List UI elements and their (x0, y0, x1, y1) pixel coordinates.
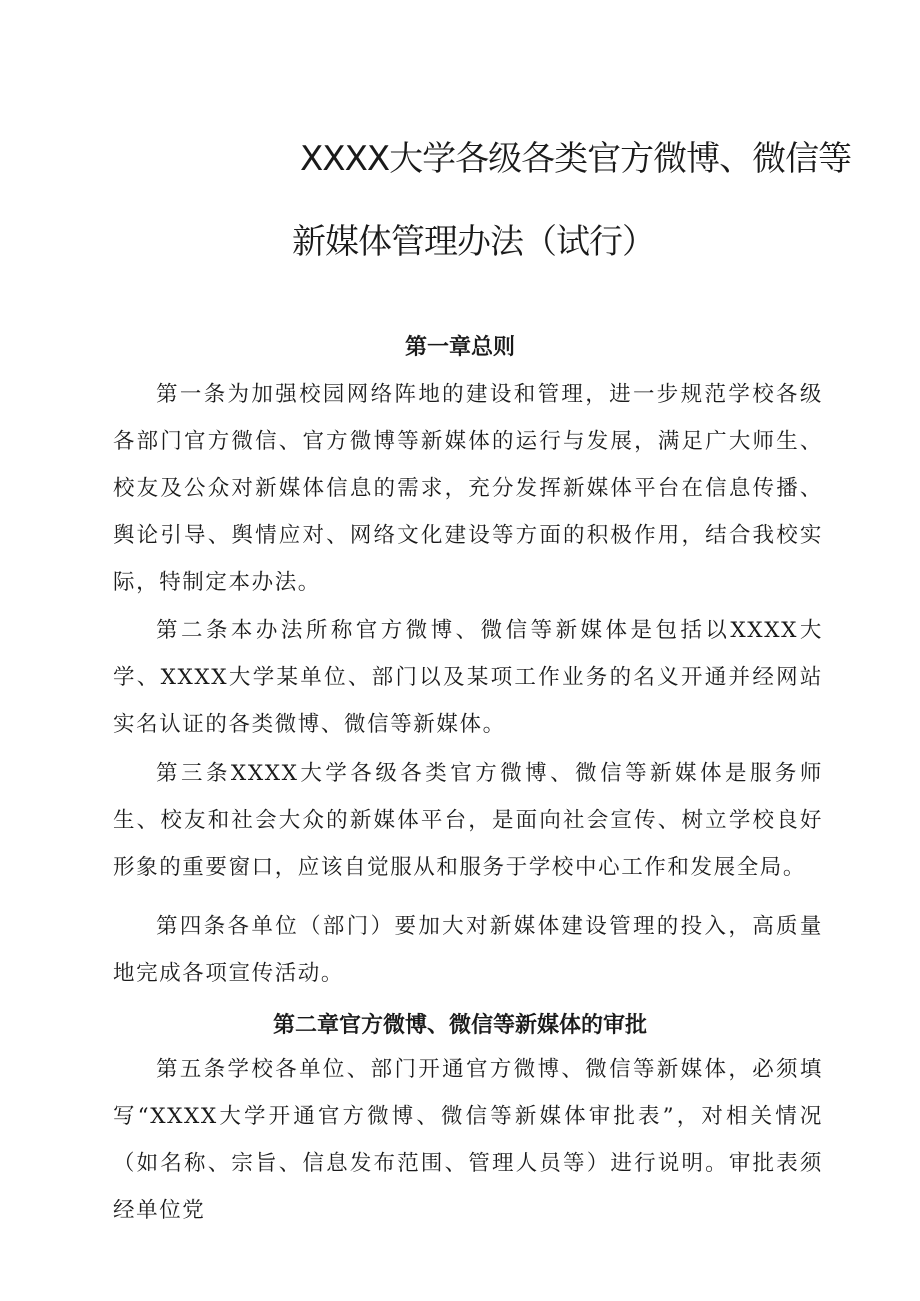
article-3-paragraph: 第三条XXXX大学各级各类官方微博、微信等新媒体是服务师生、校友和社会大众的新媒体平台，是面向社会宣传、树立学校良好形象的重要窗口，应该自觉服从和服务于学校中心工作和发展全局。 (113, 761, 823, 880)
article-2-paragraph: 第二条本办法所称官方微博、微信等新媒体是包括以XXXX大学、XXXX大学某单位、部门以及某项工作业务的名义开通并经网站实名认证的各类微博、微信等新媒体。 (113, 618, 823, 737)
document-title-line-2: 新媒体管理办法（试行） (292, 222, 655, 262)
document-title-line-1: XXXX大学各级各类官方微博、微信等 (300, 139, 852, 179)
chapter-heading-approval: 第二章官方微博、微信等新媒体的审批 (272, 1013, 647, 1038)
article-1-paragraph: 第一条为加强校园网络阵地的建设和管理，进一步规范学校各级各部门官方微信、官方微博等新媒体的运行与发展，满足广大师生、校友及公众对新媒体信息的需求，充分发挥新媒体平台在信息传播、舆论引导、舆情应对、网络文化建设等方面的积极作用，结合我校实际，特制定本办法。 (113, 382, 823, 595)
article-4-paragraph: 第四条各单位（部门）要加大对新媒体建设管理的投入，高质量地完成各项宣传活动。 (113, 914, 823, 986)
chapter-heading-general-provisions: 第一章总则 (404, 335, 515, 360)
article-5-paragraph: 第五条学校各单位、部门开通官方微博、微信等新媒体，必须填写“XXXX大学开通官方微博、微信等新媒体审批表”，对相关情况（如名称、宗旨、信息发布范围、管理人员等）进行说明。审批表须经单位党 (113, 1057, 823, 1223)
